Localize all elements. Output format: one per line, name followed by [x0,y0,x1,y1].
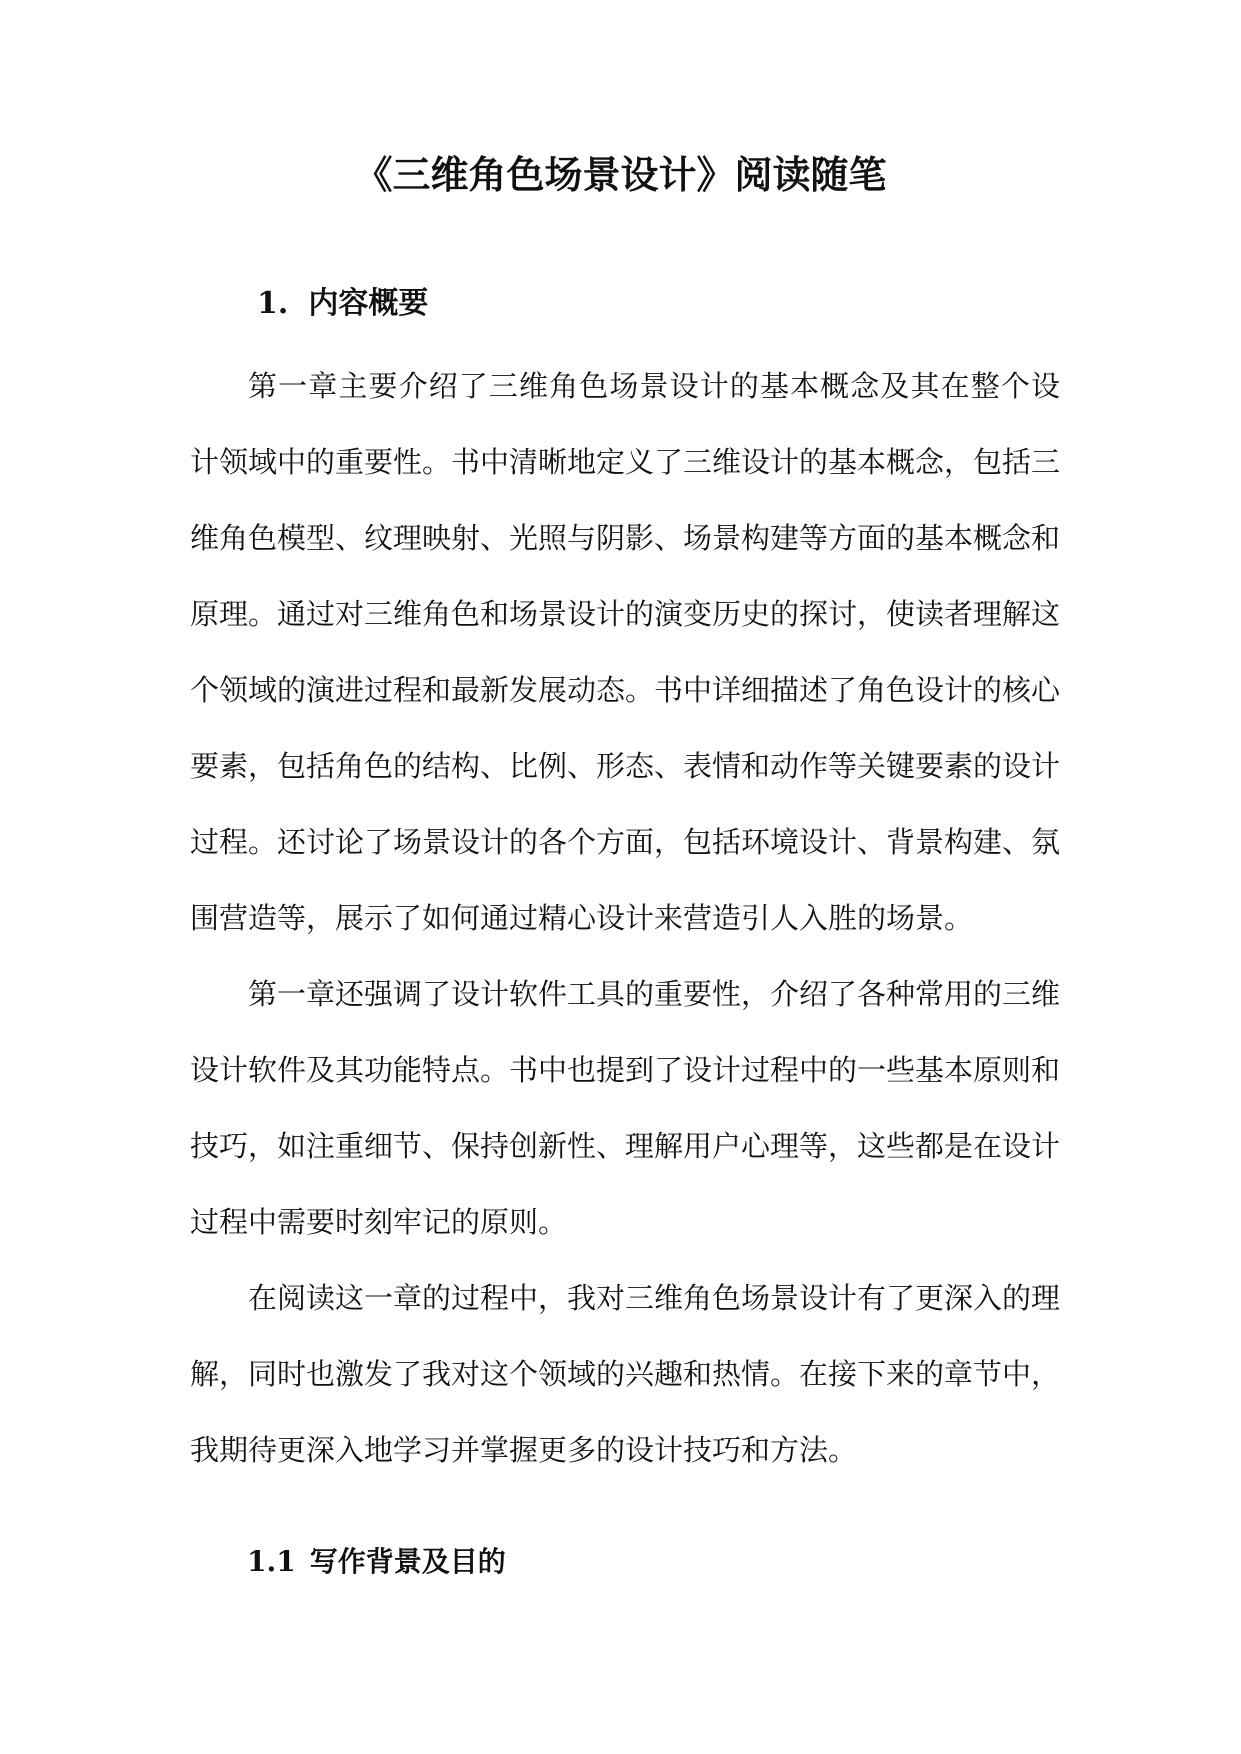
subsection-number: 1.1 [247,1545,296,1578]
paragraph-line: 设计软件及其功能特点。书中也提到了设计过程中的一些基本原则和 [190,1053,1061,1087]
paragraph-line: 围营造等，展示了如何通过精心设计来营造引人入胜的场景。 [190,901,974,935]
document-title: 《三维角色场景设计》阅读随笔 [354,152,887,197]
paragraph-line: 第一章还强调了设计软件工具的重要性，介绍了各种常用的三维 [248,977,1061,1011]
subsection-title: 写作背景及目的 [309,1545,506,1578]
paragraph-line: 在阅读这一章的过程中，我对三维角色场景设计有了更深入的理 [248,1281,1061,1315]
section-heading-1-1 [247,1540,506,1584]
paragraph-1 [190,348,1060,956]
section-heading-1 [257,282,428,326]
paragraph-line: 计领域中的重要性。书中清晰地定义了三维设计的基本概念，包括三 [190,445,1061,479]
paragraph-2 [190,956,1060,1260]
paragraph-line: 过程。还讨论了场景设计的各个方面，包括环境设计、背景构建、氛 [190,825,1061,859]
paragraph-line: 技巧，如注重细节、保持创新性、理解用户心理等，这些都是在设计 [190,1129,1061,1163]
paragraph-line: 原理。通过对三维角色和场景设计的演变历史的探讨，使读者理解这 [190,597,1061,631]
paragraph-line: 第一章主要介绍了三维角色场景设计的基本概念及其在整个设 [248,369,1060,403]
section-title: 内容概要 [308,286,429,321]
paragraph-3 [190,1260,1060,1488]
paragraph-line: 过程中需要时刻牢记的原则。 [190,1205,568,1239]
paragraph-line: 维角色模型、纹理映射、光照与阴影、场景构建等方面的基本概念和 [190,521,1061,555]
paragraph-line: 我期待更深入地学习并掌握更多的设计技巧和方法。 [190,1433,858,1467]
paragraph-line: 要素，包括角色的结构、比例、形态、表情和动作等关键要素的设计 [190,749,1061,783]
paragraph-line: 解，同时也激发了我对这个领域的兴趣和热情。在接下来的章节中， [190,1357,1061,1391]
paragraph-line: 个领域的演进过程和最新发展动态。书中详细描述了角色设计的核心 [190,673,1061,707]
section-number: 1. [257,286,289,321]
